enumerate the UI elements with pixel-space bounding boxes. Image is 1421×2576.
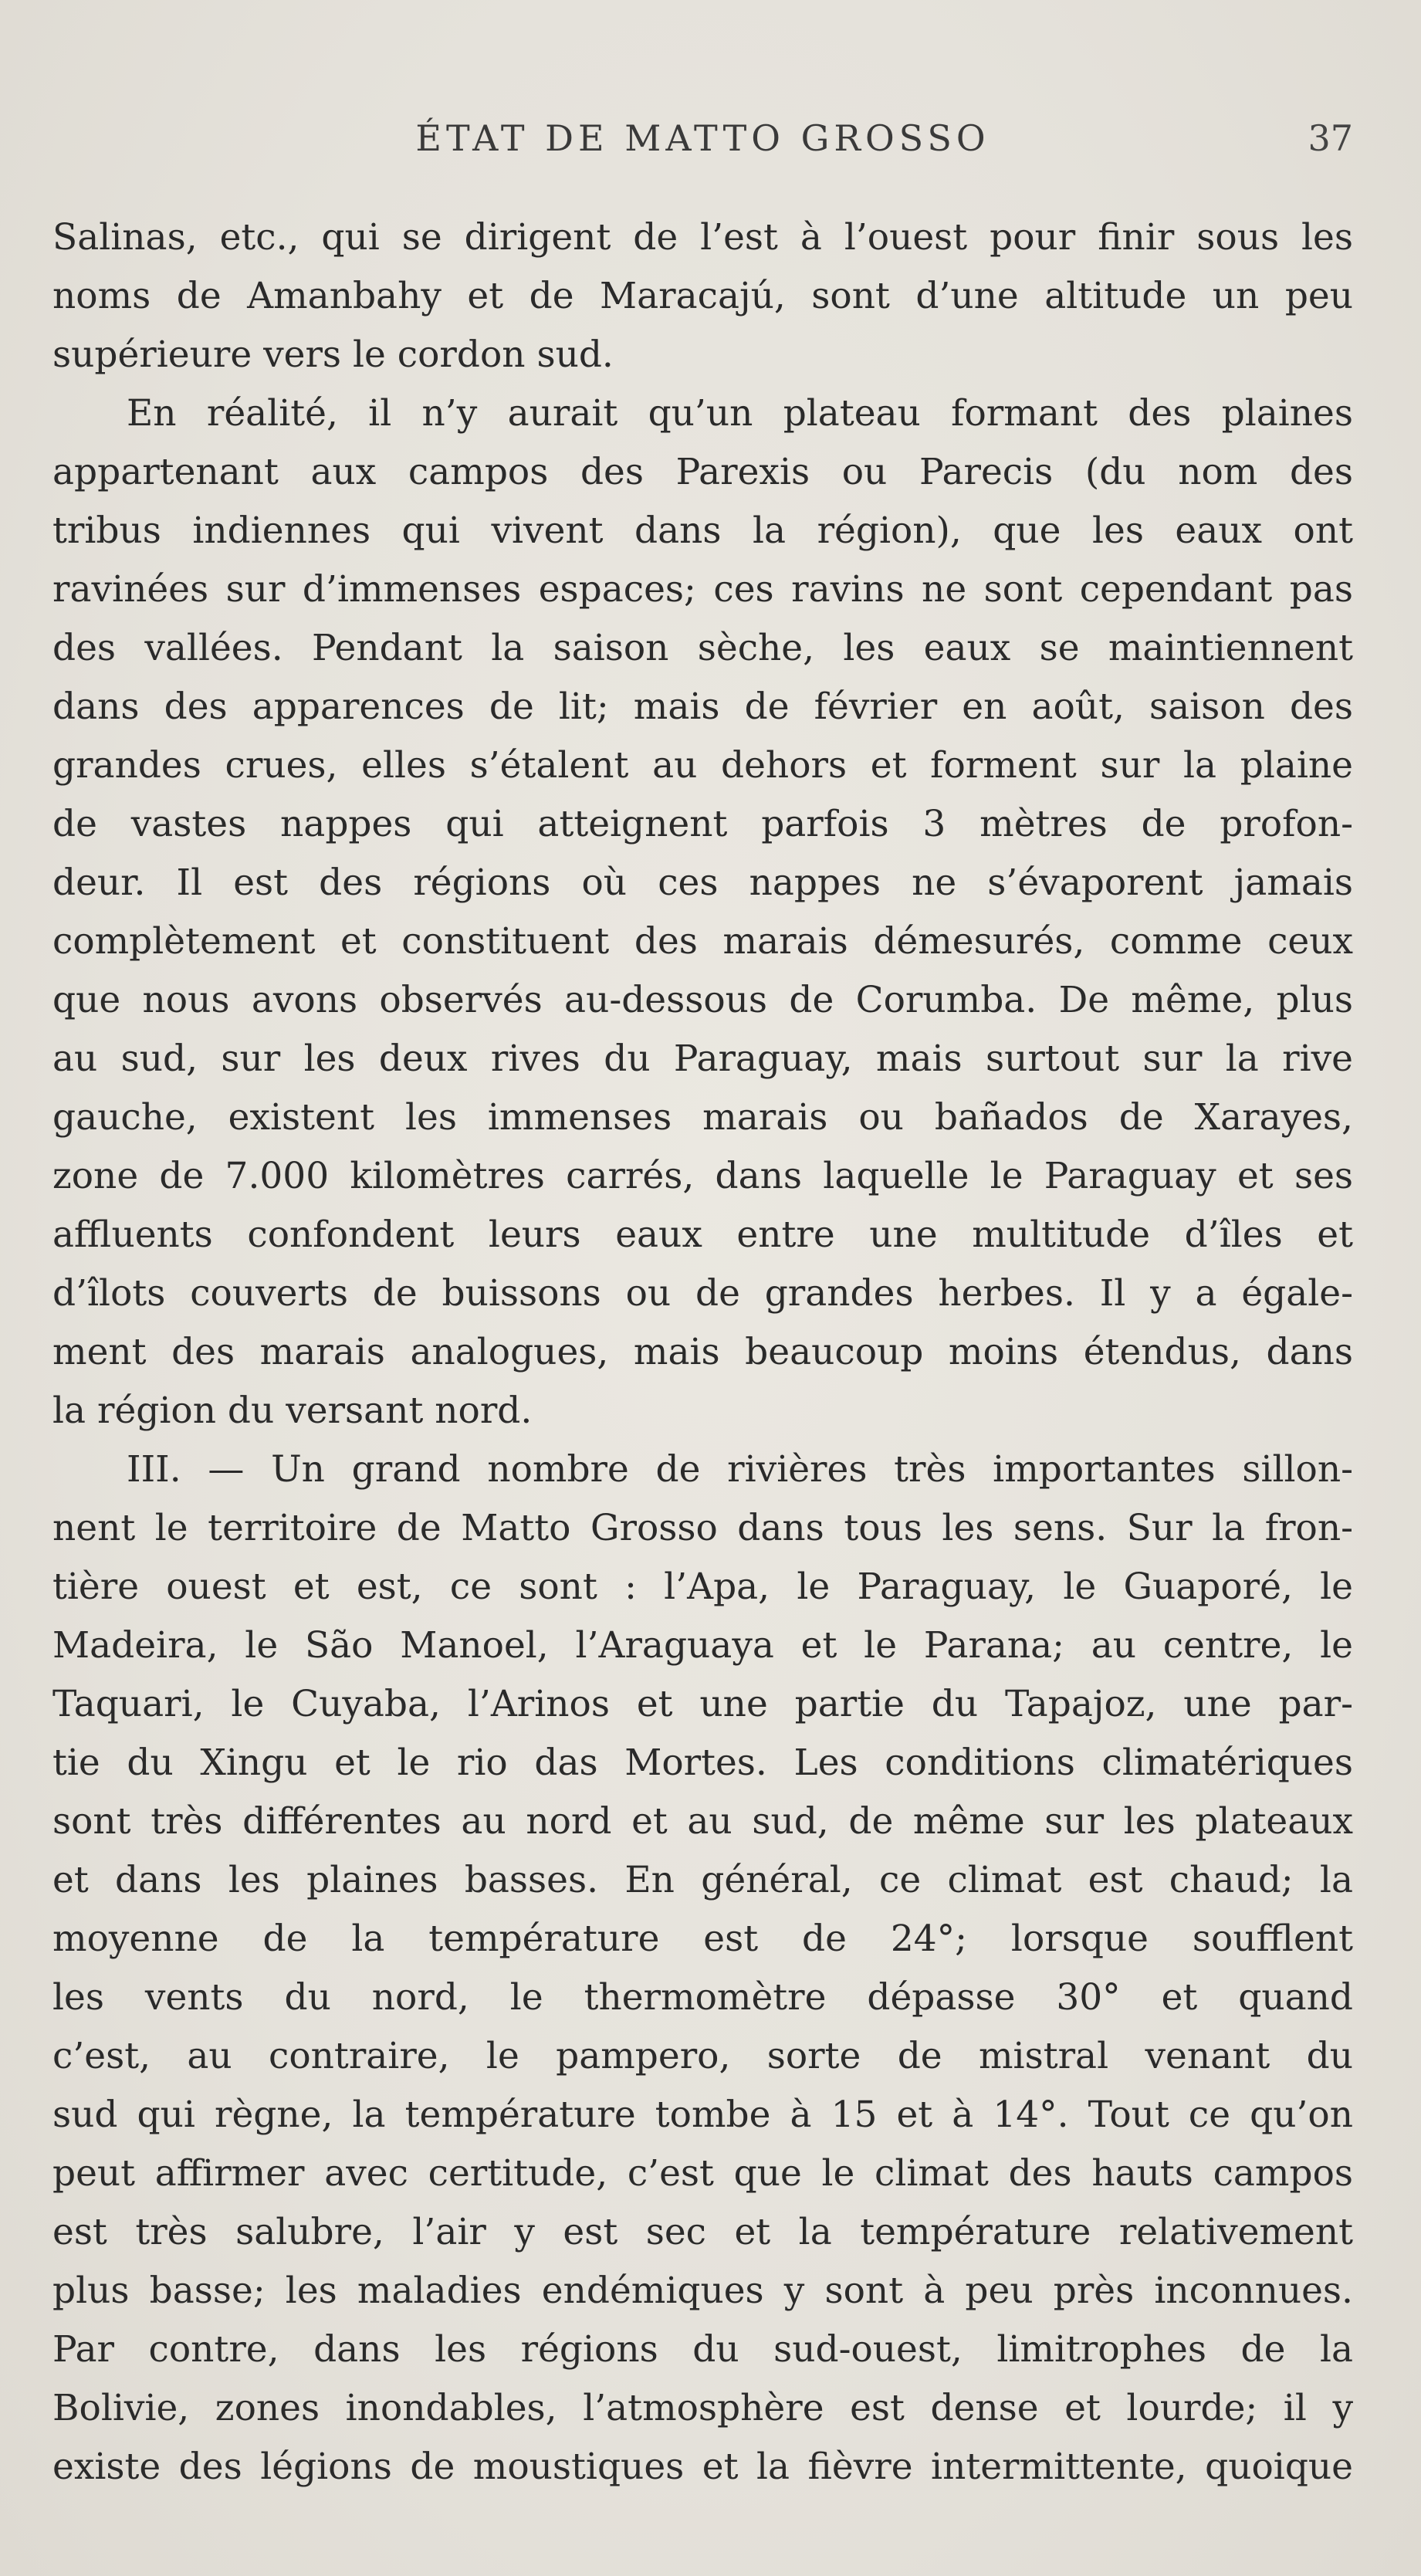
text-line: III. — Un grand nombre de rivières très importantes sillon- — [127, 1448, 1353, 1491]
body-text — [52, 208, 1353, 2496]
text-line: En réalité, il n’y aurait qu’un plateau formant des plaines — [127, 392, 1353, 435]
text-line: moyenne de la température est de 24°; lorsque soufflent — [52, 1918, 1353, 1960]
text-line: ravinées sur d’immenses espaces; ces ravins ne sont cependant pas — [52, 568, 1353, 611]
text-line: appartenant aux campos des Parexis ou Parecis (du nom des — [52, 451, 1353, 493]
text-line: c’est, au contraire, le pampero, sorte de mistral venant du — [52, 2035, 1353, 2077]
text-line: et dans les plaines basses. En général, ce climat est chaud; la — [52, 1859, 1353, 1901]
running-title: ÉTAT DE MATTO GROSSO — [415, 117, 990, 159]
text-line: tie du Xingu et le rio das Mortes. Les conditions climatériques — [52, 1742, 1353, 1784]
text-line: Madeira, le São Manoel, l’Araguaya et le Parana; au centre, le — [52, 1624, 1353, 1667]
text-line: d’îlots couverts de buissons ou de grandes herbes. Il y a égale- — [52, 1272, 1353, 1315]
text-line: affluents confondent leurs eaux entre une multitude d’îles et — [52, 1214, 1353, 1256]
text-line: les vents du nord, le thermomètre dépasse 30° et quand — [52, 1976, 1353, 2019]
text-line: la région du versant nord. — [52, 1390, 533, 1432]
text-line: de vastes nappes qui atteignent parfois 3 mètres de profon- — [52, 803, 1353, 845]
page-header — [52, 117, 1353, 171]
page-number: 37 — [1308, 117, 1353, 159]
text-line: Par contre, dans les régions du sud-ouest, limitrophes de la — [52, 2328, 1353, 2371]
text-line: est très salubre, l’air y est sec et la température relativement — [52, 2211, 1353, 2253]
text-line: plus basse; les maladies endémiques y sont à peu près inconnues. — [52, 2270, 1353, 2312]
text-line: nent le territoire de Matto Grosso dans tous les sens. Sur la fron- — [52, 1507, 1353, 1549]
text-line: Taquari, le Cuyaba, l’Arinos et une partie du Tapajoz, une par- — [52, 1683, 1353, 1725]
text-line: complètement et constituent des marais démesurés, comme ceux — [52, 920, 1353, 963]
text-line: gauche, existent les immenses marais ou bañados de Xarayes, — [52, 1096, 1353, 1139]
text-line: des vallées. Pendant la saison sèche, les eaux se maintiennent — [52, 627, 1353, 669]
text-line: zone de 7.000 kilomètres carrés, dans laquelle le Paraguay et ses — [52, 1155, 1353, 1197]
text-line: tière ouest et est, ce sont : l’Apa, le Paraguay, le Guaporé, le — [52, 1566, 1353, 1608]
text-line: deur. Il est des régions où ces nappes ne s’évaporent jamais — [52, 861, 1353, 904]
text-line: dans des apparences de lit; mais de février en août, saison des — [52, 685, 1353, 728]
text-line: peut affirmer avec certitude, c’est que le climat des hauts campos — [52, 2152, 1353, 2195]
text-line: au sud, sur les deux rives du Paraguay, mais surtout sur la rive — [52, 1038, 1353, 1080]
text-line: sont très différentes au nord et au sud, de même sur les plateaux — [52, 1800, 1353, 1843]
text-line: sud qui règne, la température tombe à 15 et à 14°. Tout ce qu’on — [52, 2094, 1353, 2136]
text-line: tribus indiennes qui vivent dans la région), que les eaux ont — [52, 509, 1353, 552]
text-line: Bolivie, zones inondables, l’atmosphère est dense et lourde; il y — [52, 2387, 1353, 2429]
text-line: existe des légions de moustiques et la fièvre intermittente, quoique — [52, 2446, 1353, 2488]
text-line: supérieure vers le cordon sud. — [52, 333, 614, 376]
text-line: que nous avons observés au-dessous de Corumba. De même, plus — [52, 979, 1353, 1021]
text-line: grandes crues, elles s’étalent au dehors et forment sur la plaine — [52, 744, 1353, 787]
text-line: ment des marais analogues, mais beaucoup moins étendus, dans — [52, 1331, 1353, 1373]
text-line: Salinas, etc., qui se dirigent de l’est à l’ouest pour finir sous les — [52, 216, 1353, 259]
text-line: noms de Amanbahy et de Maracajú, sont d’une altitude un peu — [52, 275, 1353, 317]
